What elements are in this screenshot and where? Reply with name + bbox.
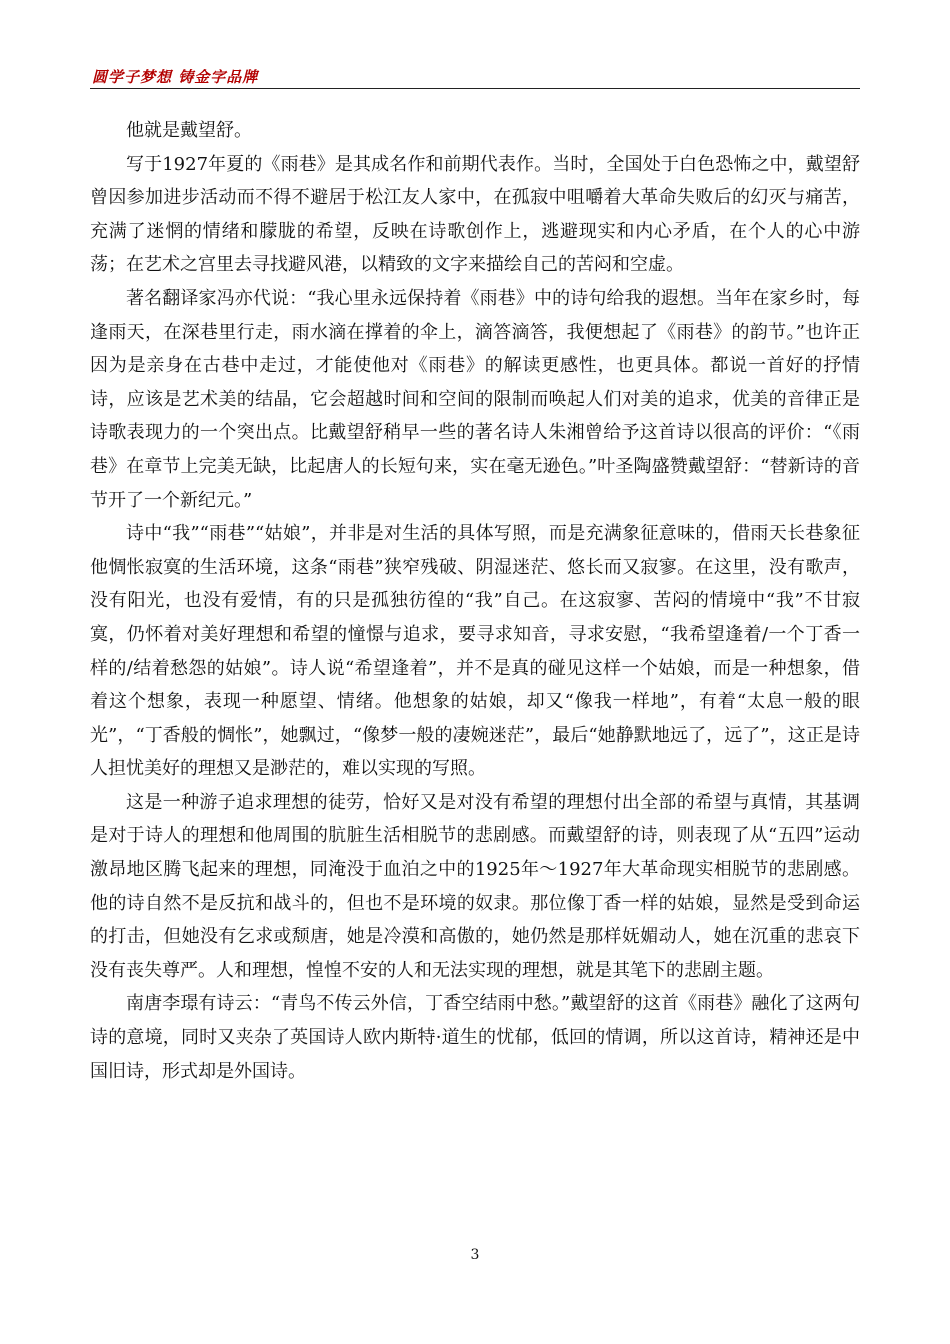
paragraph-1: 他就是戴望舒。 [126,120,252,141]
header-divider [90,88,860,89]
article-body [90,114,860,1088]
paragraph-3: 著名翻译家冯亦代说：“我心里永远保持着《雨巷》中的诗句给我的遐想。当年在家乡时，每逢雨天，在深巷里行走，雨水滴在撑着的伞上，滴答滴答，我便想起了《雨巷》的韵节。”也许正因为是亲身在古巷中走过，才能使他对《雨巷》的解读更感性，也更具体。都说一首好的抒情诗，应该是艺术美的结晶，它会超越时间和空间的限制而唤起人们对美的追求，优美的音律正是诗歌表现力的一个突出点。比戴望舒稍早一些的著名诗人朱湘曾给予这首诗以很高的评价：“《雨巷》在章节上完美无缺，比起唐人的长短句来，实在毫无逊色。”叶圣陶盛赞戴望舒：“替新诗的音节开了一个新纪元。” [90,287,860,511]
paragraph-5: 这是一种游子追求理想的徒劳，恰好又是对没有希望的理想付出全部的希望与真情，其基调是对于诗人的理想和他周围的肮脏生活相脱节的悲剧感。而戴望舒的诗，则表现了从“五四”运动激昂地区腾飞起来的理想，同淹没于血泊之中的1925年～1927年大革命现实相脱节的悲剧感。他的诗自然不是反抗和战斗的，但也不是环境的奴隶。那位像丁香一样的姑娘，显然是受到命运的打击，但她没有乞求或颓唐，她是冷漠和高傲的，她仍然是那样妩媚动人，她在沉重的悲哀下没有丧失尊严。人和理想，惶惶不安的人和无法实现的理想，就是其笔下的悲剧主题。 [90,791,860,981]
paragraph-2: 写于1927年夏的《雨巷》是其成名作和前期代表作。当时，全国处于白色恐怖之中，戴望舒曾因参加进步活动而不得不避居于松江友人家中，在孤寂中咀嚼着大革命失败后的幻灭与痛苦，充满了迷惘的情绪和朦胧的希望，反映在诗歌创作上，逃避现实和内心矛盾，在个人的心中游荡；在艺术之宫里去寻找避风港，以精致的文字来描绘自己的苦闷和空虚。 [90,153,860,276]
paragraph-4: 诗中“我”“雨巷”“姑娘”，并非是对生活的具体写照，而是充满象征意味的，借雨天长巷象征他惆怅寂寞的生活环境，这条“雨巷”狭窄残破、阴湿迷茫、悠长而又寂寥。在这里，没有歌声，没有阳光，也没有爱情，有的只是孤独彷徨的“我”自己。在这寂寥、苦闷的情境中“我”不甘寂寞，仍怀着对美好理想和希望的憧憬与追求，要寻求知音，寻求安慰，“我希望逢着/一个丁香一样的/结着愁怨的姑娘”。诗人说“希望逢着”，并不是真的碰见这样一个姑娘，而是一种想象，借着这个想象，表现一种愿望、情绪。他想象的姑娘，却又“像我一样地”，有着“太息一般的眼光”，“丁香般的惆怅”，她飘过，“像梦一般的凄婉迷茫”，最后“她静默地远了，远了”，这正是诗人担忧美好的理想又是渺茫的，难以实现的写照。 [90,523,860,780]
paragraph-6: 南唐李璟有诗云：“青鸟不传云外信，丁香空结雨中愁。”戴望舒的这首《雨巷》融化了这两句诗的意境，同时又夹杂了英国诗人欧内斯特·道生的忧郁，低回的情调，所以这首诗，精神还是中国旧诗，形式却是外国诗。 [90,993,860,1082]
page-number: 3 [470,1247,480,1263]
header-slogan: 圆学子梦想 铸金字品牌 [92,68,259,86]
